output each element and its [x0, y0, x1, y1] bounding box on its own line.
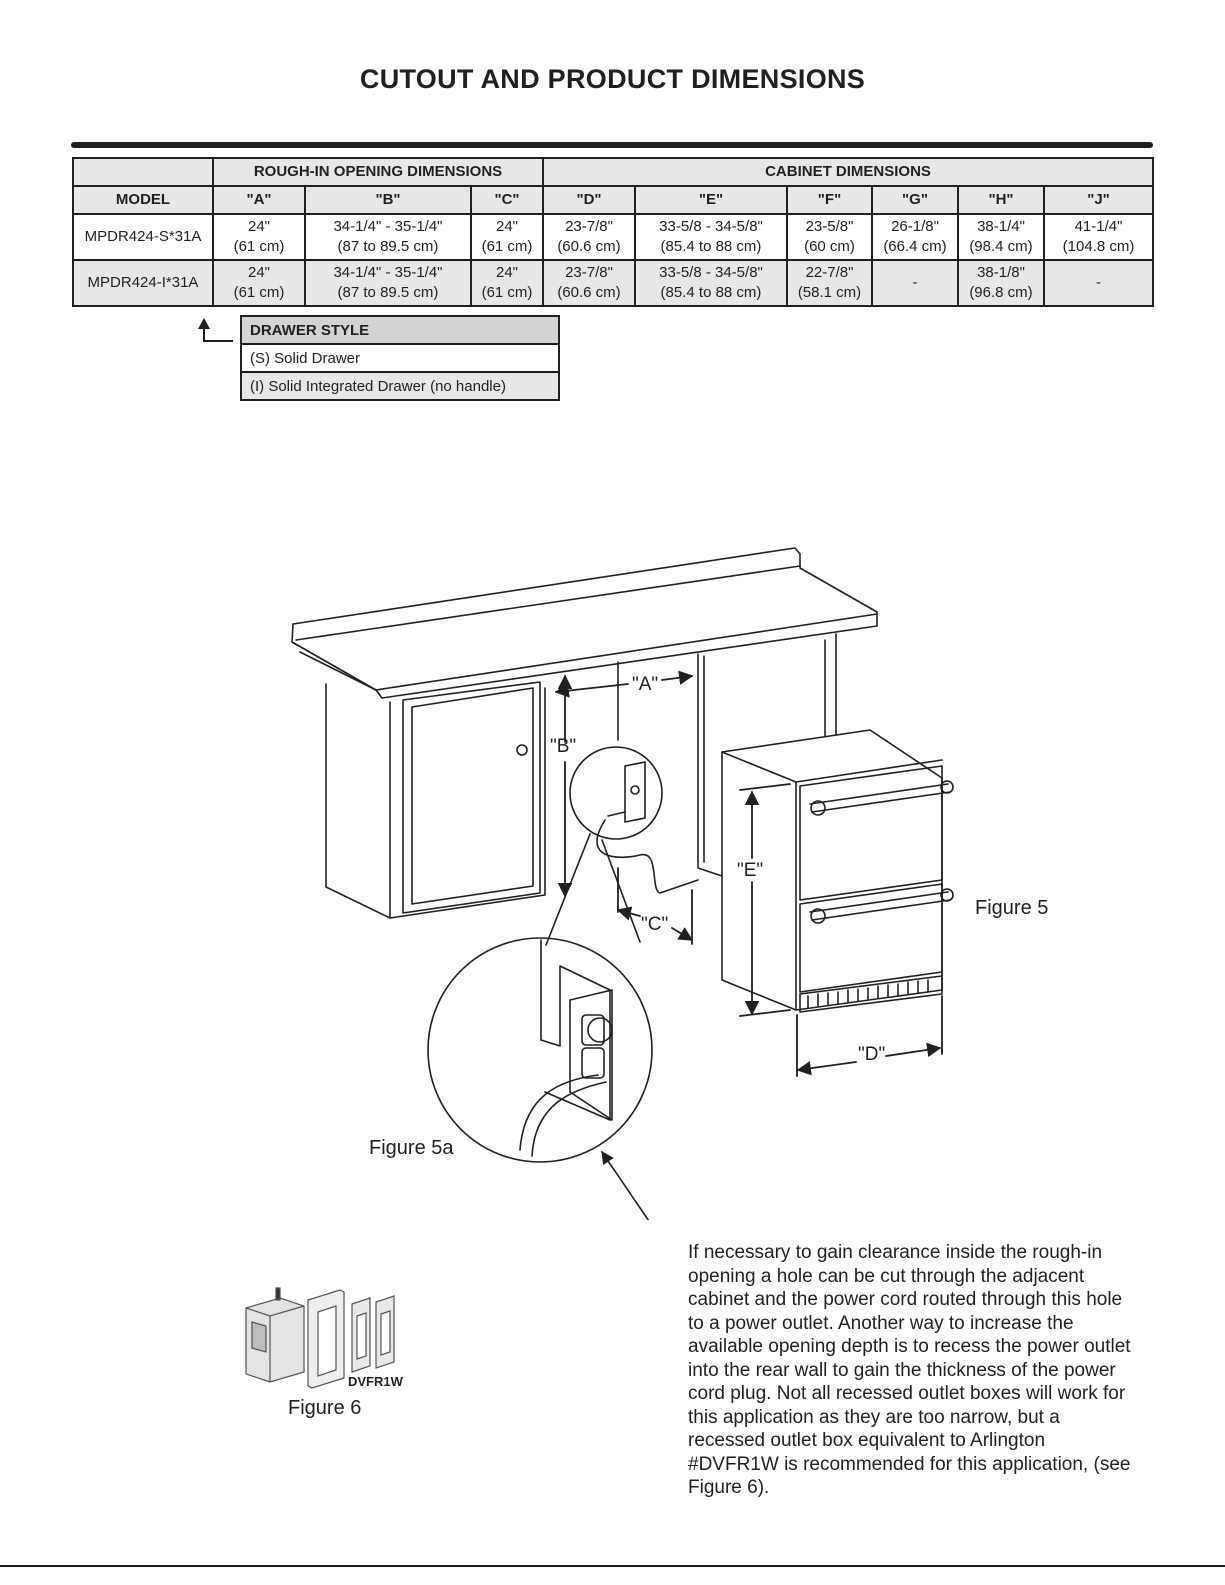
- cell-value: 38-1/4": [977, 218, 1025, 235]
- dimension-cell: [1044, 214, 1153, 260]
- cell-value: 26-1/8": [891, 218, 939, 235]
- pointer-arrow-tail: [203, 340, 233, 342]
- cell-value-metric: (60 cm): [804, 238, 855, 255]
- cell-value-metric: (87 to 89.5 cm): [337, 284, 439, 301]
- model-cell: MPDR424-I*31A: [73, 260, 213, 306]
- cell-value: 33-5/8 - 34-5/8": [659, 264, 763, 281]
- cell-value: 24": [247, 218, 270, 235]
- dimension-cell: [635, 214, 787, 260]
- product-marking: DVFR1W: [348, 1374, 403, 1389]
- dimension-cell: [872, 214, 958, 260]
- table-row: [73, 260, 1153, 306]
- dimension-cell: [213, 214, 305, 260]
- dimension-cell: [305, 260, 471, 306]
- dimension-cell: [787, 260, 872, 306]
- drawer-style-item: (I) Solid Integrated Drawer (no handle): [241, 372, 559, 400]
- cell-value-metric: (61 cm): [233, 284, 285, 301]
- cell-value: 24": [247, 264, 270, 281]
- cell-value-metric: (60.6 cm): [557, 284, 621, 301]
- cell-value-metric: (66.4 cm): [883, 238, 947, 255]
- recessed-outlet-box-image: [240, 1282, 410, 1392]
- title-divider: [71, 142, 1153, 148]
- detail-circle-large: [428, 938, 652, 1162]
- cell-value: 41-1/4": [1074, 218, 1123, 235]
- detail-connector-line: [546, 834, 640, 945]
- column-header-model: MODEL: [73, 186, 213, 214]
- detail-circle-small: [570, 747, 662, 839]
- installation-diagram: [0, 520, 1225, 1220]
- page-title: CUTOUT AND PRODUCT DIMENSIONS: [359, 64, 866, 94]
- cell-value-metric: (96.8 cm): [969, 284, 1033, 301]
- countertop: [292, 548, 877, 698]
- dimension-cell: [213, 260, 305, 306]
- cell-value: -: [1096, 274, 1102, 291]
- rough-in-header: ROUGH-IN OPENING DIMENSIONS: [213, 158, 543, 186]
- dimension-cell: [471, 260, 543, 306]
- column-header-a: "A": [213, 186, 305, 214]
- drawer-style-item: (S) Solid Drawer: [241, 344, 559, 372]
- dimension-label-d: "D": [858, 1044, 886, 1065]
- installation-note: If necessary to gain clearance inside the rough-in opening a hole can be cut through the adjacent cabinet and the power cord routed through this hole to a power outlet. Another way to increase the available opening depth is to recess the power outlet into the rear wall to gain the thickness of the power cord plug. Not all recessed outlet boxes will work for this application as they are too narrow, but a recessed outlet box equivalent to Arlington #DVFR1W is recommended for this application, (see Figure 6).: [688, 1242, 1131, 1498]
- column-header-row: [73, 186, 1153, 214]
- note-leader-arrow: [602, 1152, 678, 1220]
- column-header-c: "C": [471, 186, 543, 214]
- dimension-cell: [1044, 260, 1153, 306]
- dimension-label-c: "C": [641, 914, 669, 935]
- left-cabinet: [326, 682, 545, 918]
- cell-value: 23-7/8": [565, 218, 613, 235]
- dimension-cell: [872, 260, 958, 306]
- figure-5-label: Figure 5: [975, 897, 1049, 919]
- cabinet-header: CABINET DIMENSIONS: [543, 158, 1153, 186]
- table-row: [73, 214, 1153, 260]
- cell-value: 34-1/4" - 35-1/4": [333, 264, 443, 281]
- column-header-j: "J": [1044, 186, 1153, 214]
- figure-5a-label: Figure 5a: [369, 1137, 454, 1159]
- model-cell: MPDR424-S*31A: [73, 214, 213, 260]
- cell-value-metric: (104.8 cm): [1062, 238, 1135, 255]
- cell-value: 33-5/8 - 34-5/8": [659, 218, 763, 235]
- group-header-row: [73, 158, 1153, 186]
- footer-divider: [0, 1565, 1225, 1567]
- dimension-cell: [543, 214, 635, 260]
- column-header-e: "E": [635, 186, 787, 214]
- dimension-cell: [958, 260, 1044, 306]
- cell-value-metric: (85.4 to 88 cm): [660, 238, 762, 255]
- drawer-style-header: DRAWER STYLE: [241, 316, 559, 344]
- cell-value-metric: (61 cm): [481, 284, 533, 301]
- cell-value: 34-1/4" - 35-1/4": [333, 218, 443, 235]
- cell-value-metric: (61 cm): [233, 238, 285, 255]
- dimension-label-b: "B": [550, 736, 577, 757]
- cell-value-metric: (98.4 cm): [969, 238, 1033, 255]
- cell-value: 22-7/8": [805, 264, 854, 281]
- cell-value: 38-1/8": [977, 264, 1025, 281]
- dimension-cell: [787, 214, 872, 260]
- column-header-g: "G": [872, 186, 958, 214]
- dimension-cell: [958, 214, 1044, 260]
- dimension-cell: [635, 260, 787, 306]
- dimension-label-a: "A": [632, 674, 659, 695]
- dimension-cell: [543, 260, 635, 306]
- column-header-h: "H": [958, 186, 1044, 214]
- column-header-d: "D": [543, 186, 635, 214]
- cell-value-metric: (60.6 cm): [557, 238, 621, 255]
- cell-value: 23-5/8": [805, 218, 854, 235]
- cell-value: -: [912, 274, 918, 291]
- cell-value-metric: (85.4 to 88 cm): [660, 284, 762, 301]
- dimensions-table: [72, 157, 1154, 307]
- figure-6-label: Figure 6: [288, 1397, 362, 1419]
- cell-value: 24": [495, 264, 518, 281]
- cell-value-metric: (58.1 cm): [797, 284, 862, 301]
- column-header-f: "F": [787, 186, 872, 214]
- header-blank: [73, 158, 213, 186]
- cell-value-metric: (61 cm): [481, 238, 533, 255]
- dimension-cell: [305, 214, 471, 260]
- column-header-b: "B": [305, 186, 471, 214]
- cell-value-metric: (87 to 89.5 cm): [337, 238, 439, 255]
- cell-value: 23-7/8": [565, 264, 613, 281]
- dimension-cell: [471, 214, 543, 260]
- cell-value: 24": [495, 218, 518, 235]
- dimension-label-e: "E": [737, 860, 764, 881]
- drawer-style-table: [240, 315, 560, 401]
